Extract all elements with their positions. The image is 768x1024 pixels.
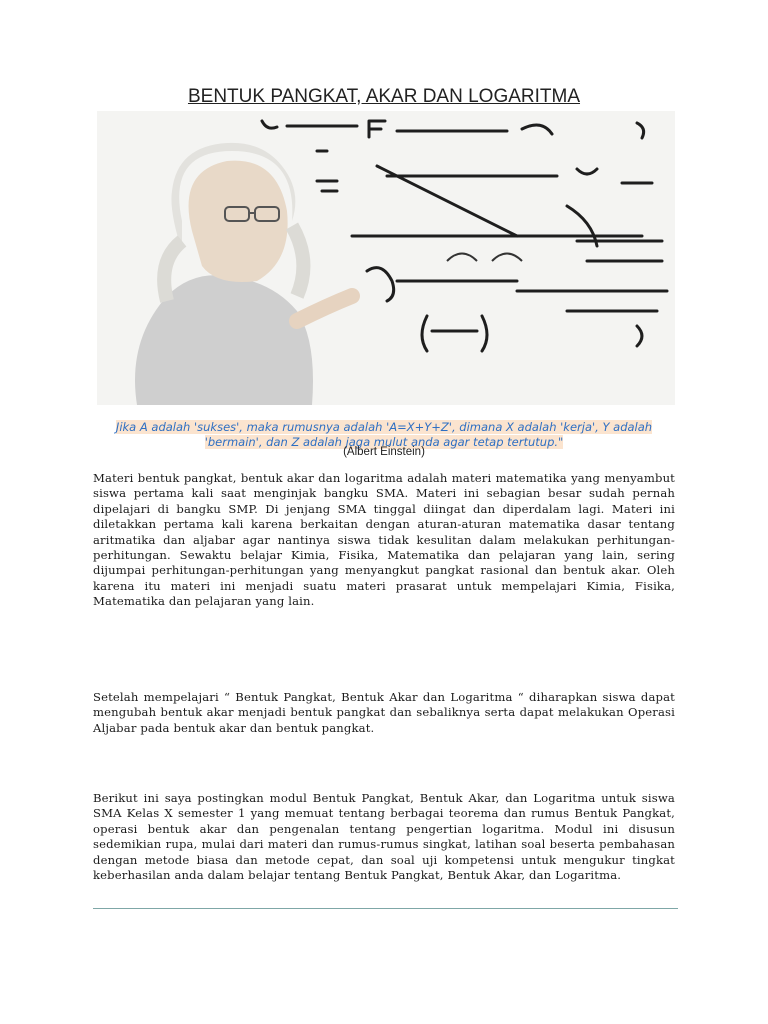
quote-author: (Albert Einstein) [343, 446, 425, 458]
header-photo [97, 111, 675, 405]
divider [93, 908, 678, 909]
page-title: BENTUK PANGKAT, AKAR DAN LOGARITMA [187, 86, 581, 107]
paragraph-intro: Materi bentuk pangkat, bentuk akar dan logaritma adalah materi matematika yang menyambut siswa pertama kali saat menginjak bangku SMA. Materi ini sebagian besar sudah pernah dipelajari di bangku SMP. Di jenjang SMA tinggal diingat dan diperdalam lagi. Materi ini diletakkan pertama kali karena berkaitan dengan aturan-aturan matematika dasar tentang aritmatika dan aljabar agar nantinya siswa tidak kesulitan dalam melakukan perhitungan-perhitungan. Sewaktu belajar Kimia, Fisika, Matematika dan pelajaran yang lain, sering dijumpai perhitungan-perhitungan yang menyangkut pangkat rasional dan bentuk akar. Oleh karena itu materi ini menjadi suatu materi prasarat untuk mempelajari Kimia, Fisika, Matematika dan pelajaran yang lain. [93, 471, 675, 609]
paragraph-goals: Setelah mempelajari “ Bentuk Pangkat, Bentuk Akar dan Logaritma “ diharapkan siswa dapat mengubah bentuk akar menjadi bentuk pangkat dan sebaliknya serta dapat melakukan Operasi Aljabar pada bentuk akar dan bentuk pangkat. [93, 690, 675, 735]
quote-highlight: Jika A adalah 'sukses', maka rumusnya adalah 'A=X+Y+Z', dimana X adalah 'kerja', Y adalah 'bermain', dan Z adalah jaga mulut anda agar tetap tertutup." [115, 420, 653, 449]
paragraph-module: Berikut ini saya postingkan modul Bentuk Pangkat, Bentuk Akar, dan Logaritma untuk siswa SMA Kelas X semester 1 yang memuat tentang berbagai teorema dan rumus Bentuk Pangkat, operasi bentuk akar dan pengenalan tentang pengertian logaritma. Modul ini disusun sedemikian rupa, mulai dari materi dan rumus-rumus singkat, latihan soal beserta pembahasan dengan metode biasa dan metode cepat, dan soal uji kompetensi untuk mengukur tingkat keberhasilan anda dalam belajar tentang Bentuk Pangkat, Bentuk Akar, dan Logaritma. [93, 791, 675, 883]
